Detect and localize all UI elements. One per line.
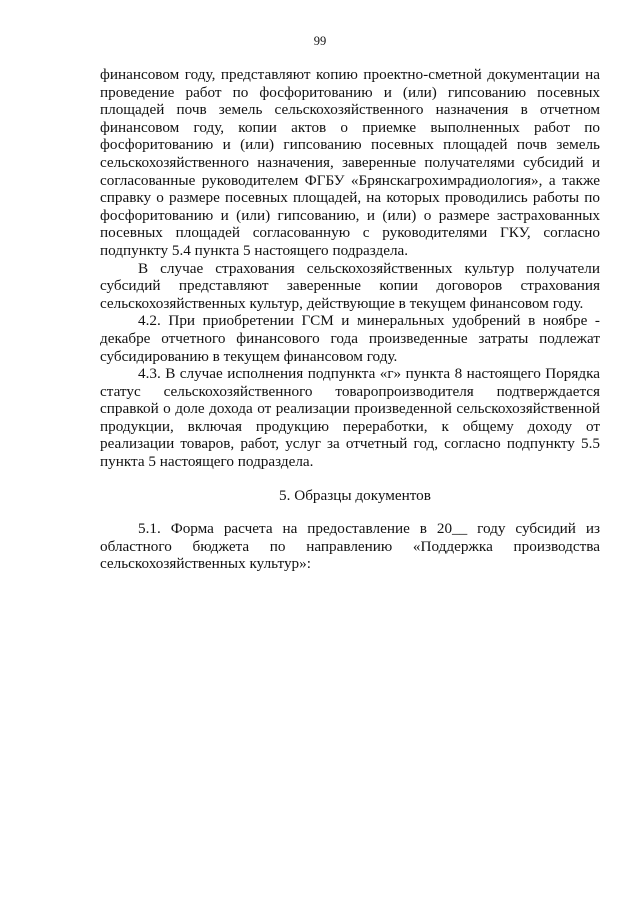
paragraph-4-2: 4.2. При приобретении ГСМ и минеральных удобрений в ноябре - декабре отчетного финансового года произведенные затраты подлежат субсидированию в текущем финансовом году. bbox=[100, 312, 600, 365]
paragraph-4-3: 4.3. В случае исполнения подпункта «г» пункта 8 настоящего Порядка статус сельскохозяйственного товаропроизводителя подтверждается справкой о доле дохода от реализации произведенной сельскохозяйственной продукции, включая продукцию переработки, к общему доходу от реализации товаров, работ, услуг за отчетный год, согласно подпункту 5.5 пункта 5 настоящего подраздела. bbox=[100, 365, 600, 471]
section-heading: 5. Образцы документов bbox=[279, 486, 431, 504]
paragraph-5-1: 5.1. Форма расчета на предоставление в 20__ году субсидий из областного бюджета по направлению «Поддержка производства сельскохозяйственных культур»: bbox=[100, 520, 600, 573]
paragraph-insurance: В случае страхования сельскохозяйственных культур получатели субсидий представляют заверенные копии договоров страхования сельскохозяйственных культур, действующие в текущем финансовом году. bbox=[100, 259, 600, 312]
page-number: 99 bbox=[313, 34, 327, 48]
paragraph-continuation: финансовом году, представляют копию проектно-сметной документации на проведение работ по фосфоритованию и (или) гипсованию посевных площадей почв земель сельскохозяйственного назначения в отчетном финансовом году, копии актов о приемке выполненных работ по фосфоритованию и (или) гипсованию посевных площадей почв земель сельскохозяйственного назначения, заверенные получателями субсидий и согласованные руководителем ФГБУ «Брянскагрохимрадиология», а также справку о размере посевных площадей, на которых проводились работы по фосфоритованию и (или) гипсованию, и (или) о размере застрахованных посевных площадей согласованную с руководителями ГКУ, согласно подпункту 5.4 пункта 5 настоящего подраздела. bbox=[100, 66, 600, 259]
document-body bbox=[100, 66, 600, 573]
